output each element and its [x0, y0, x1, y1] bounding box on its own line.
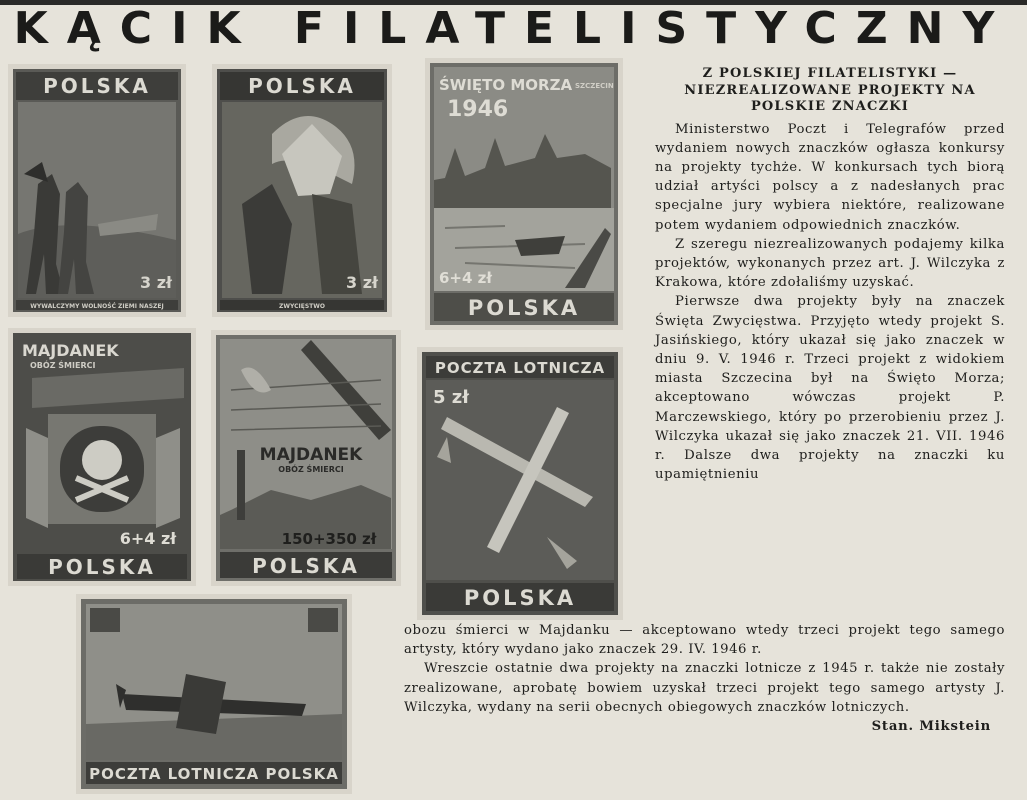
stamp2-country: POLSKA [248, 74, 356, 98]
stamp3-city: SZCZECIN [575, 82, 614, 90]
article-continuation [404, 621, 1005, 736]
article-paragraph-3: Pierwsze dwa projekty były na znaczek Święta Zwycięstwa. Przyjęto wtedy projekt S. Jasińskiego, który ukazał się jako znaczek w dniu 9. V. 1946 r. Trzeci projekt z widokiem miasta Szczecina był na Święto Morza; akceptowano wówczas projekt P. Marczewskiego, który po przerobieniu przez J. Wilczyka ukazał się jako znaczek 21. VII. 1946 r. Dalsze dwa projekty na znaczki ku upamiętnieniu [655, 294, 1005, 483]
stamp-majdanek-skull [8, 328, 196, 586]
stamp5-subtitle: OBÓZ ŚMIERCI [278, 465, 344, 474]
stamp1-country: POLSKA [43, 74, 151, 98]
stamp-sea-day [425, 58, 623, 330]
stamp-air-mail-plane [417, 347, 623, 620]
stamp4-topic: MAJDANEK [22, 341, 119, 360]
author-signature: Stan. Mikstein [871, 719, 991, 735]
stamp5-country: POLSKA [252, 554, 360, 578]
stamp6-value: 5 zł [433, 387, 469, 408]
article-paragraph-4-text: Wreszcie ostatnie dwa projekty na znaczki lotnicze z 1945 r. także nie zostały zrealizowane, aprobatę bowiem uzyskał trzeci projekt tego samego artysty J. Wilczyka, wydany na serii obecnych obiegowych znaczków lotniczych. [404, 661, 1005, 715]
stamp5-value: 150+350 zł [281, 530, 377, 548]
stamp-victory-eagle [212, 64, 392, 317]
article-headline: Z POLSKIEJ FILATELISTYKI — NIEZREALIZOWANE PROJEKTY NA POLSKIE ZNACZKI [684, 66, 976, 114]
stamp5-topic: MAJDANEK [259, 445, 363, 465]
article-paragraph-1: Ministerstwo Poczt i Telegrafów przed wydaniem nowych znaczków ogłasza konkursy na projekty tychże. W konkursach tych biorą udział artyści polscy a z nadesłanych prac specjalne jury wybiera niektóre, realizowane potem wydaniem odpowiednich znaczków. [655, 121, 1005, 233]
stamp3-year: 1946 [447, 97, 509, 122]
stamp1-value: 3 zł [140, 273, 172, 292]
stamp6-country: POLSKA [463, 586, 577, 610]
stamp4-subtitle: OBÓZ ŚMIERCI [30, 361, 96, 370]
page-title: KĄCIK FILATELISTYCZNY [13, 3, 1014, 54]
stamp3-value: 6+4 zł [439, 269, 492, 287]
article-paragraph-2: Z szeregu niezrealizowanych podajemy kilka projektów, wykonanych przez art. J. Wilczyka z Krakowa, które zdołaliśmy uzyskać. [655, 236, 1005, 291]
stamp3-country: POLSKA [467, 296, 581, 320]
stamp-victory-soldiers [8, 64, 186, 317]
stamp-air-mail-landscape [76, 594, 352, 794]
stamp3-topic: ŚWIĘTO MORZA [439, 76, 573, 94]
stamp7-caption: POCZTA LOTNICZA POLSKA [89, 765, 339, 783]
stamp6-topic: POCZTA LOTNICZA [434, 359, 606, 377]
stamp4-country: POLSKA [48, 555, 156, 579]
stamp1-caption: WYWALCZYMY WOLNOŚĆ ZIEMI NASZEJ [30, 303, 164, 310]
article-paragraph-4 [404, 659, 1005, 735]
stamp2-caption: ZWYCIĘSTWO [279, 303, 325, 310]
article-paragraph-3-continued: obozu śmierci w Majdanku — akceptowano wtedy trzeci projekt tego samego artysty, który wydano jako znaczek 29. IV. 1946 r. [404, 623, 1005, 658]
stamp2-value: 3 zł [346, 273, 378, 292]
stamp4-value: 6+4 zł [119, 529, 177, 548]
stamp-majdanek-camp [211, 330, 401, 586]
article-column [655, 66, 1005, 484]
